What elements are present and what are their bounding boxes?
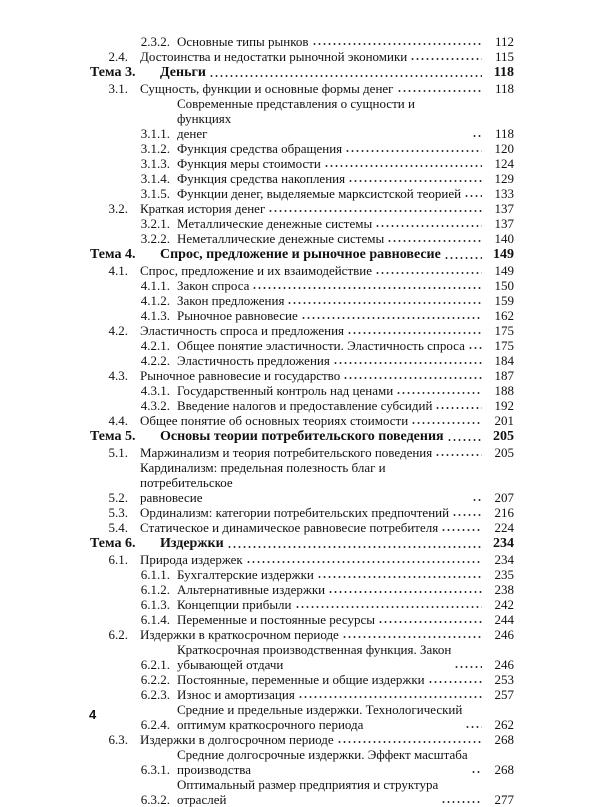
toc-entry-page: 133 <box>494 186 514 201</box>
toc-subsection <box>0 777 600 807</box>
toc-subsection <box>0 278 600 293</box>
toc-entry-title <box>140 505 484 520</box>
toc-entry-number: 6.2.2. <box>140 672 170 687</box>
dot-leader <box>375 271 482 275</box>
toc-entry-number: 4.1.1. <box>140 278 170 293</box>
toc-entry-title <box>177 278 484 293</box>
toc-entry-number: 3.2.2. <box>140 231 170 246</box>
toc-entry-title <box>177 777 484 807</box>
toc-entry-title-line: Постоянные, переменные и общие издержки <box>177 672 425 687</box>
toc-entry-title-line: Краткосрочная производственная функция. Закон <box>177 642 452 657</box>
toc-entry-number: 5.1. <box>108 445 128 460</box>
toc-entry-title-line: убывающей отдачи <box>177 657 284 672</box>
dot-leader <box>347 331 482 335</box>
toc-entry-title <box>177 338 484 353</box>
toc-entry-title <box>140 460 484 505</box>
toc-entry-title <box>160 536 484 552</box>
toc-entry-title <box>177 34 484 49</box>
toc-entry-page: 188 <box>494 383 514 398</box>
toc-subsection <box>0 216 600 231</box>
toc-entry-number: 4.3.1. <box>140 383 170 398</box>
toc-entry-title <box>177 293 484 308</box>
dot-leader <box>295 605 483 609</box>
toc-entry-number: 3.1.4. <box>140 171 170 186</box>
toc-entry-title-line: Эластичность спроса и предложения <box>140 323 345 338</box>
dot-leader <box>444 256 482 260</box>
toc-entry-title-line: Функция средства накопления <box>177 171 346 186</box>
toc-entry-title-line: Введение налогов и предоставление субсидий <box>177 398 433 413</box>
toc-entry-title-line: Маржинализм и теория потребительского поведения <box>140 445 433 460</box>
toc-entry-title-line: Оптимальный размер предприятия и структура <box>177 777 439 792</box>
toc-subsection <box>0 672 600 687</box>
toc-entry-page: 137 <box>494 216 514 231</box>
toc-entry-title <box>140 49 484 64</box>
toc-entry-title <box>177 672 484 687</box>
toc-section <box>0 201 600 216</box>
toc-entry-number: 4.1.3. <box>140 308 170 323</box>
toc-entry-page: 246 <box>494 657 514 672</box>
toc-entry-page: 175 <box>494 338 514 353</box>
toc-entry-title <box>140 413 484 428</box>
toc-entry-title-line: Общее понятие об основных теориях стоимости <box>140 413 409 428</box>
toc-section <box>0 460 600 505</box>
toc-entry-page: 162 <box>494 308 514 323</box>
toc-subsection <box>0 231 600 246</box>
toc-entry-title-line: Альтернативные издержки <box>177 582 326 597</box>
toc-entry-title <box>140 201 484 216</box>
toc-entry-page: 205 <box>494 445 514 460</box>
dot-leader <box>298 695 482 699</box>
toc-entry-number: 6.1.1. <box>140 567 170 582</box>
toc-entry-number: Тема 4. <box>90 247 136 262</box>
toc-subsection <box>0 34 600 49</box>
toc-entry-number: 5.3. <box>108 505 128 520</box>
toc-entry-title-line: Природа издержек <box>140 552 243 567</box>
toc-subsection <box>0 156 600 171</box>
toc-subsection <box>0 308 600 323</box>
toc-entry-page: 234 <box>494 552 514 567</box>
dot-leader <box>465 725 482 729</box>
toc-entry-title-line: Бухгалтерские издержки <box>177 567 314 582</box>
toc-entry-number: 6.2. <box>108 627 128 642</box>
toc-entry-title-line: Основы теории потребительского поведения <box>160 429 444 444</box>
dot-leader <box>342 635 482 639</box>
dot-leader <box>454 665 482 669</box>
dot-leader <box>441 800 482 804</box>
dot-leader <box>410 57 482 61</box>
dot-leader <box>447 438 482 442</box>
toc-entry-number: 6.2.1. <box>140 657 170 672</box>
toc-subsection <box>0 597 600 612</box>
toc-entry-page: 238 <box>494 582 514 597</box>
toc-entry-number: 4.2.2. <box>140 353 170 368</box>
toc-entry-title <box>177 642 484 672</box>
toc-entry-title-line: Издержки в краткосрочном периоде <box>140 627 339 642</box>
toc-entry-page: 129 <box>494 171 514 186</box>
toc-entry-number: 4.1.2. <box>140 293 170 308</box>
toc-entry-number: 6.2.4. <box>140 717 170 732</box>
dot-leader <box>387 239 482 243</box>
dot-leader <box>209 74 482 78</box>
toc-entry-title <box>140 323 484 338</box>
toc-entry-title-line: Современные представления о сущности и функциях <box>177 96 415 126</box>
toc-entry-page: 242 <box>494 597 514 612</box>
toc-section <box>0 505 600 520</box>
toc-entry-number: 6.2.3. <box>140 687 170 702</box>
toc-entry-title <box>177 612 484 627</box>
toc-entry-title-line: Рыночное равновесие и государство <box>140 368 341 383</box>
toc-entry-title <box>177 567 484 582</box>
dot-leader <box>312 42 482 46</box>
toc-entry-number: 3.1.1. <box>140 126 170 141</box>
dot-leader <box>472 498 482 502</box>
toc-chapter <box>0 65 600 81</box>
toc-entry-page: 140 <box>494 231 514 246</box>
toc-chapter <box>0 247 600 263</box>
toc-entry-number: 4.2. <box>108 323 128 338</box>
toc-entry-title-line: Функции денег, выделяемые марксистской теорией <box>177 186 462 201</box>
dot-leader <box>252 286 482 290</box>
dot-leader <box>464 194 482 198</box>
dot-leader <box>317 575 482 579</box>
page-number: 4 <box>89 707 97 722</box>
toc-entry-title-line: Статическое и динамическое равновесие потребителя <box>140 520 439 535</box>
toc-entry-page: 207 <box>494 490 514 505</box>
toc-entry-page: 184 <box>494 353 514 368</box>
toc-entry-page: 216 <box>494 505 514 520</box>
toc-entry-title-line: Ординализм: категории потребительских предпочтений <box>140 505 450 520</box>
toc-entry-title <box>140 445 484 460</box>
toc-entry-title <box>177 582 484 597</box>
dot-leader <box>468 346 482 350</box>
toc-entry-page: 205 <box>493 429 514 444</box>
toc-entry-title <box>177 216 484 231</box>
toc-entry-page: 201 <box>494 413 514 428</box>
toc-entry-number: 6.1.2. <box>140 582 170 597</box>
toc-entry-title <box>140 732 484 747</box>
dot-leader <box>324 164 482 168</box>
toc-entry-page: 224 <box>494 520 514 535</box>
toc-entry-title-line: денег <box>177 126 208 141</box>
toc-entry-title-line: Закон спроса <box>177 278 250 293</box>
toc-entry-title-line: Неметаллические денежные системы <box>177 231 385 246</box>
toc-subsection <box>0 687 600 702</box>
toc-entry-page: 112 <box>494 34 514 49</box>
toc-entry-number: 4.4. <box>108 413 128 428</box>
toc-entry-number: 5.2. <box>108 490 128 505</box>
toc-entry-title <box>177 398 484 413</box>
toc-entry-title <box>177 353 484 368</box>
toc-entry-page: 118 <box>494 81 514 96</box>
toc-entry-page: 192 <box>494 398 514 413</box>
dot-leader <box>348 179 482 183</box>
toc-entry-title-line: Закон предложения <box>177 293 285 308</box>
toc-entry-title-line: Функция средства обращения <box>177 141 343 156</box>
toc-subsection <box>0 96 600 141</box>
toc-entry-page: 187 <box>494 368 514 383</box>
toc-entry-title <box>140 552 484 567</box>
toc-subsection <box>0 612 600 627</box>
toc-entry-number: 6.3.1. <box>140 762 170 777</box>
toc-entry-title-line: Износ и амортизация <box>177 687 295 702</box>
toc-entry-title-line: Средние долгосрочные издержки. Эффект масштаба <box>177 747 468 762</box>
toc-entry-title-line: Рыночное равновесие <box>177 308 298 323</box>
toc-entry-number: Тема 5. <box>90 429 136 444</box>
toc-chapter <box>0 429 600 445</box>
toc-entry-page: 244 <box>494 612 514 627</box>
toc-entry-number: 2.4. <box>108 49 128 64</box>
toc-section <box>0 323 600 338</box>
toc-entry-title-line: Концепции прибыли <box>177 597 292 612</box>
toc-entry-page: 257 <box>494 687 514 702</box>
toc-entry-title <box>160 247 484 263</box>
toc-entry-title <box>160 65 484 81</box>
dot-leader <box>287 301 482 305</box>
toc-entry-title <box>177 308 484 323</box>
toc-entry-page: 268 <box>494 762 514 777</box>
toc-entry-title-line: Достоинства и недостатки рыночной экономики <box>140 49 408 64</box>
toc-subsection <box>0 567 600 582</box>
toc-entry-number: 4.3. <box>108 368 128 383</box>
toc-entry-page: 277 <box>494 792 514 807</box>
toc-section <box>0 732 600 747</box>
toc-entry-page: 149 <box>494 263 514 278</box>
toc-entry-page: 118 <box>494 126 514 141</box>
toc-section <box>0 627 600 642</box>
toc-entry-title-line: Спрос, предложение и их взаимодействие <box>140 263 372 278</box>
dot-leader <box>343 376 482 380</box>
toc-entry-number: 5.4. <box>108 520 128 535</box>
toc-entry-page: 234 <box>493 536 514 551</box>
toc-entry-page: 149 <box>493 247 514 262</box>
toc-subsection <box>0 186 600 201</box>
toc-entry-title <box>177 156 484 171</box>
toc-entry-number: 3.1.5. <box>140 186 170 201</box>
toc-entry-number: 6.1.4. <box>140 612 170 627</box>
toc-entry-title-line: Переменные и постоянные ресурсы <box>177 612 375 627</box>
toc-entry-number: Тема 3. <box>90 65 136 80</box>
dot-leader <box>375 224 482 228</box>
toc-entry-title <box>177 171 484 186</box>
toc-entry-number: 3.1.2. <box>140 141 170 156</box>
toc-subsection <box>0 338 600 353</box>
dot-leader <box>268 209 482 213</box>
dot-leader <box>246 560 482 564</box>
toc-entry-title-line: Кардинализм: предельная полезность благ и потребительское <box>140 460 386 490</box>
toc-entry-title-line: Металлические денежные системы <box>177 216 373 231</box>
toc-entry-page: 120 <box>494 141 514 156</box>
toc-entry-number: 3.2. <box>108 201 128 216</box>
toc-entry-number: 6.1.3. <box>140 597 170 612</box>
toc-entry-title-line: производства <box>177 762 252 777</box>
toc-entry-title-line: Издержки в долгосрочном периоде <box>140 732 334 747</box>
dot-leader <box>328 590 482 594</box>
toc-section <box>0 263 600 278</box>
toc-entry-title-line: Издержки <box>160 536 224 551</box>
toc-entry-number: 3.1.3. <box>140 156 170 171</box>
dot-leader <box>435 406 482 410</box>
toc-entry-number: 4.1. <box>108 263 128 278</box>
dot-leader <box>396 391 482 395</box>
toc-subsection <box>0 398 600 413</box>
toc-entry-title <box>160 429 484 445</box>
toc-entry-page: 246 <box>494 627 514 642</box>
toc-entry-page: 159 <box>494 293 514 308</box>
dot-leader <box>411 421 482 425</box>
toc-subsection <box>0 293 600 308</box>
toc-entry-number: 4.3.2. <box>140 398 170 413</box>
toc-entry-number: 6.3. <box>108 732 128 747</box>
toc-section <box>0 552 600 567</box>
dot-leader <box>397 89 483 93</box>
dot-leader <box>345 149 482 153</box>
toc-entry-number: 4.2.1. <box>140 338 170 353</box>
toc-section <box>0 445 600 460</box>
toc-subsection <box>0 141 600 156</box>
toc-subsection <box>0 582 600 597</box>
toc-entry-number: 6.1. <box>108 552 128 567</box>
toc-entry-title <box>177 186 484 201</box>
dot-leader <box>428 680 482 684</box>
toc-entry-page: 118 <box>493 65 514 80</box>
dot-leader <box>337 740 482 744</box>
toc-entry-title <box>140 520 484 535</box>
toc-section <box>0 520 600 535</box>
toc-chapter <box>0 536 600 552</box>
toc-entry-number: 3.2.1. <box>140 216 170 231</box>
toc-entry-title-line: отраслей <box>177 792 227 807</box>
dot-leader <box>472 134 482 138</box>
toc-entry-title-line: Краткая история денег <box>140 201 266 216</box>
toc-entry-title-line: Эластичность предложения <box>177 353 330 368</box>
toc-entry-title-line: Функция меры стоимости <box>177 156 321 171</box>
toc-entry-title <box>177 231 484 246</box>
dot-leader <box>435 453 482 457</box>
toc-entry-title-line: Деньги <box>160 65 206 80</box>
toc-entry-title-line: Общее понятие эластичности. Эластичность спроса <box>177 338 465 353</box>
dot-leader <box>471 770 482 774</box>
toc-entry-title-line: Средние и предельные издержки. Технологический <box>177 702 463 717</box>
toc-entry-title <box>177 383 484 398</box>
toc-entry-title <box>140 627 484 642</box>
toc-entry-number: 2.3.2. <box>140 34 170 49</box>
dot-leader <box>333 361 482 365</box>
table-of-contents <box>0 34 600 807</box>
toc-entry-page: 268 <box>494 732 514 747</box>
dot-leader <box>378 620 482 624</box>
toc-entry-title <box>140 263 484 278</box>
toc-entry-title <box>140 368 484 383</box>
dot-leader <box>441 528 482 532</box>
toc-entry-title-line: Основные типы рынков <box>177 34 309 49</box>
toc-entry-title <box>177 687 484 702</box>
dot-leader <box>452 513 482 517</box>
toc-entry-title <box>177 597 484 612</box>
toc-entry-title-line: оптимум краткосрочного периода <box>177 717 364 732</box>
toc-subsection <box>0 642 600 672</box>
toc-entry-title <box>140 81 484 96</box>
toc-subsection <box>0 353 600 368</box>
toc-subsection <box>0 747 600 777</box>
toc-entry-page: 175 <box>494 323 514 338</box>
toc-entry-title-line: равновесие <box>140 490 203 505</box>
toc-entry-title <box>177 141 484 156</box>
toc-entry-page: 253 <box>494 672 514 687</box>
toc-section <box>0 49 600 64</box>
toc-entry-title-line: Сущность, функции и основные формы денег <box>140 81 394 96</box>
toc-entry-title <box>177 96 484 141</box>
toc-entry-number: Тема 6. <box>90 536 136 551</box>
toc-entry-page: 137 <box>494 201 514 216</box>
toc-entry-number: 3.1. <box>108 81 128 96</box>
toc-section <box>0 368 600 383</box>
toc-entry-page: 124 <box>494 156 514 171</box>
toc-entry-title <box>177 747 484 777</box>
toc-section <box>0 413 600 428</box>
toc-entry-number: 6.3.2. <box>140 792 170 807</box>
toc-subsection <box>0 383 600 398</box>
toc-subsection <box>0 171 600 186</box>
toc-entry-title-line: Государственный контроль над ценами <box>177 383 394 398</box>
toc-entry-page: 262 <box>494 717 514 732</box>
toc-entry-title-line: Спрос, предложение и рыночное равновесие <box>160 247 441 262</box>
toc-entry-page: 235 <box>494 567 514 582</box>
dot-leader <box>301 316 482 320</box>
dot-leader <box>227 545 482 549</box>
toc-entry-title <box>177 702 484 732</box>
toc-entry-page: 115 <box>494 49 514 64</box>
toc-section <box>0 81 600 96</box>
toc-entry-page: 150 <box>494 278 514 293</box>
